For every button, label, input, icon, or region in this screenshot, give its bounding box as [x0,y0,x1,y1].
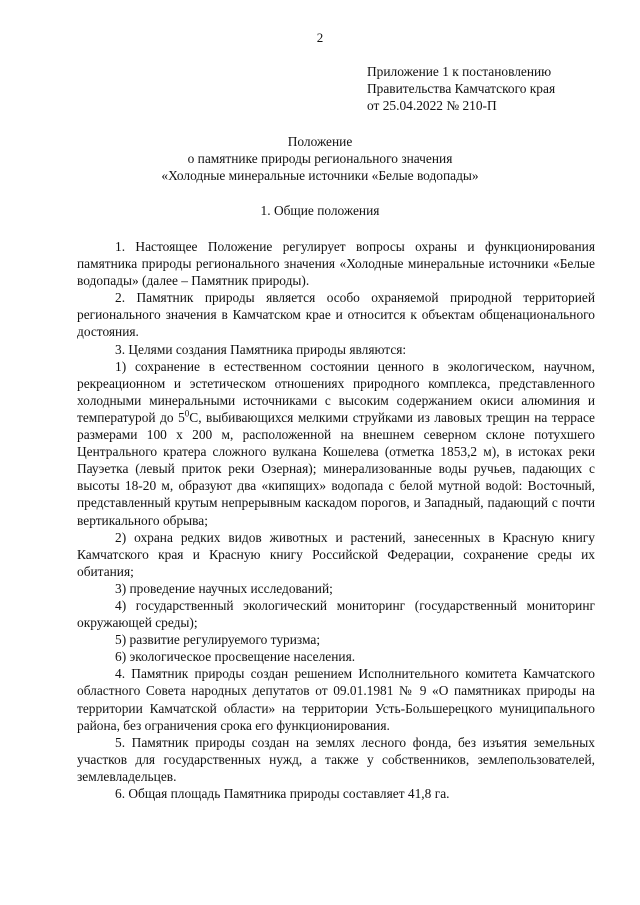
appendix-line: Приложение 1 к постановлению [367,64,552,79]
paragraph: 4. Памятник природы создан решением Исполнительного комитета Камчатского областного Совета народных депутатов от 09.01.1981 № 9 «О памятниках природы на территории Камчатской области» на территории Усть-Большерецкого муниципального района, без ограничения срока его функционирования. [77,666,595,733]
paragraph: 4) государственный экологический мониторинг (государственный мониторинг окружающей среды); [77,597,595,631]
paragraph: 5) развитие регулируемого туризма; [115,632,321,648]
paragraph: 3. Целями создания Памятника природы являются: [115,341,407,357]
document-body [77,238,595,802]
document-title [0,133,640,184]
title-line: «Холодные минеральные источники «Белые водопады» [161,168,479,183]
text-run: С, выбивающихся мелкими струйками из лавовых трещин на террасе размерами 100 х 200 м, расположенной на внешнем северном склоне потухшего Центрального кратера сложного вулкана Кошелева (отметка 1853,2 м), в истоках реки Пауэетка (левый приток реки Озерная); минерализованные воды ручьев, падающих с высоты 18-20 м, образуют два «кипящих» водопада с белой мутной водой: Восточный, представленный крутым непрерывным каскадом порогов, и Западный, падающий с почти вертикального обрыва; [77,409,595,528]
paragraph: 6) экологическое просвещение населения. [115,649,356,665]
appendix-header [367,63,555,114]
text-run: 1) сохранение в естественном состоянии ценного в экологическом, научном, рекреационном и эстетическом отношениях природного комплекса, представленного холодными минеральными источниками с высоким содержанием окиси алюминия и температурой до 5 [77,358,595,425]
degree-superscript: 0 [184,408,190,419]
section-heading: 1. Общие положения [260,203,380,218]
appendix-line: Правительства Камчатского края [367,81,556,96]
paragraph: 2. Памятник природы является особо охраняемой природной территорией регионального значения в Камчатском крае и относится к объектам общенационального достояния. [77,290,595,340]
paragraph: 5. Памятник природы создан на землях лесного фонда, без изъятия земельных участков для государственных нужд, а также у собственников, землепользователей, землевладельцев. [77,734,595,784]
paragraph: 3) проведение научных исследований; [115,580,333,596]
paragraph: 1. Настоящее Положение регулирует вопросы охраны и функционирования памятника природы регионального значения «Холодные минеральные источники «Белые водопады» (далее – Памятник природы). [77,239,595,289]
title-line: о памятнике природы регионального значения [187,151,453,166]
title-line: Положение [287,134,353,149]
page-number: 2 [316,30,324,45]
paragraph: 6. Общая площадь Памятника природы составляет 41,8 га. [115,786,450,801]
paragraph [77,358,595,529]
paragraph: 2) охрана редких видов животных и растений, занесенных в Красную книгу Камчатского края и Красную книгу Российской Федерации, сохранение среды их обитания; [77,529,595,579]
appendix-line: от 25.04.2022 № 210-П [367,98,497,113]
